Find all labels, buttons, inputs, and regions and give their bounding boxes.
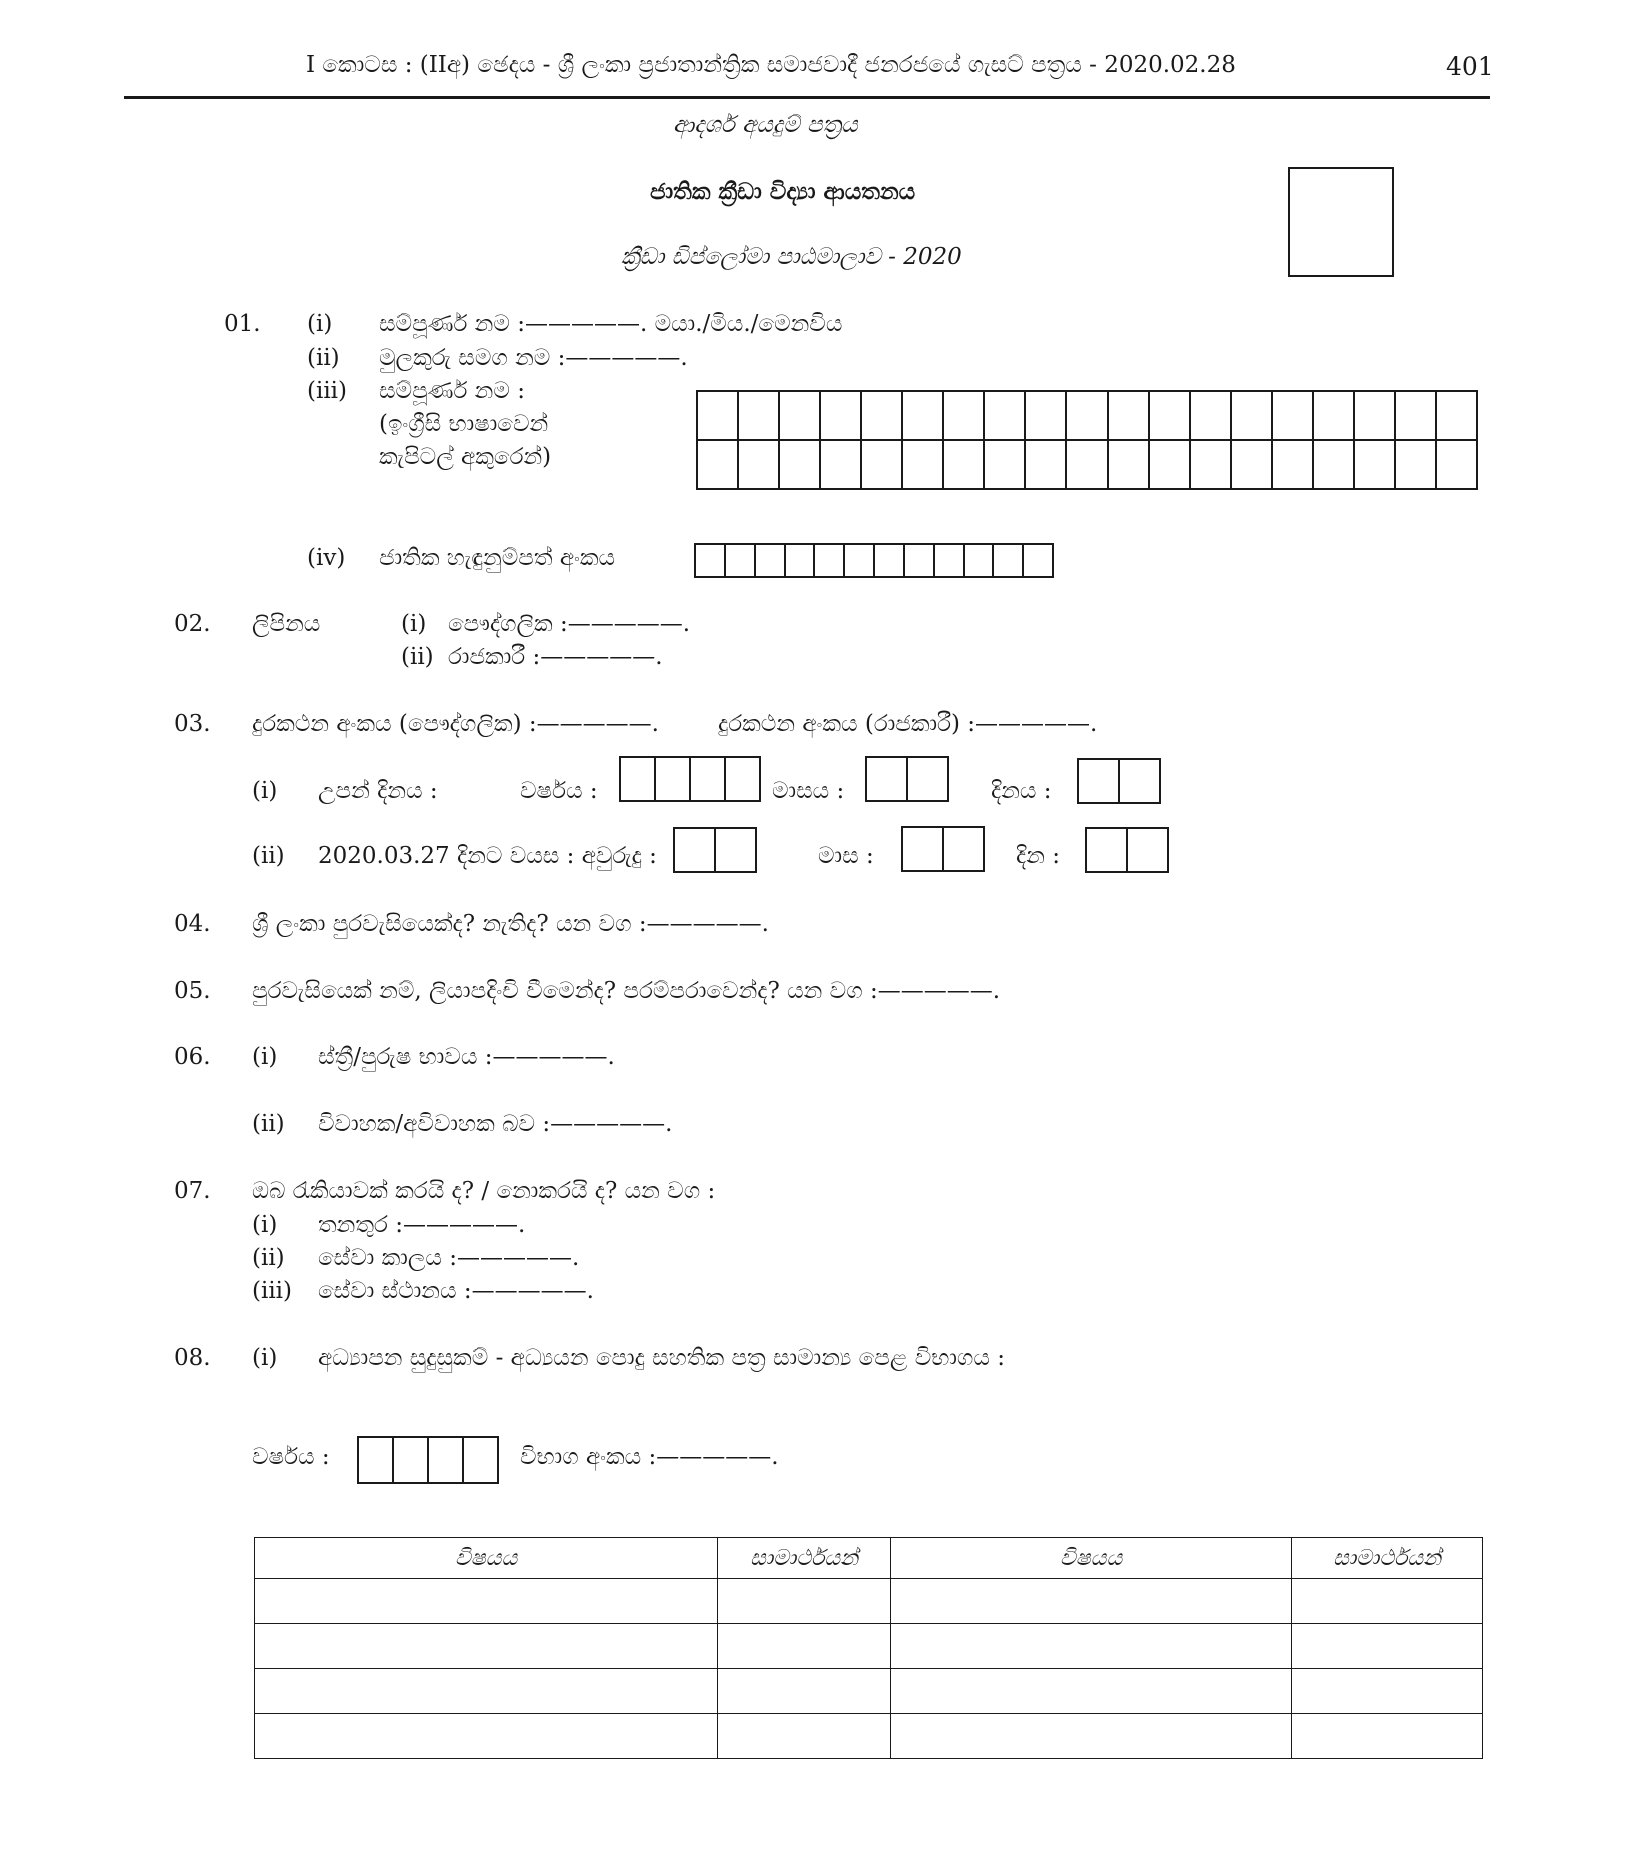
english-name-boxes[interactable]	[696, 390, 1478, 490]
personal-address-field[interactable]: පෞද්ගලික :—————.	[448, 611, 691, 637]
exam-year-label: වර්ෂය :	[252, 1444, 330, 1470]
citizenship-type-field[interactable]: පුරවැසියෙක් නම්, ලියාපදිංචි වීමෙන්ද? පරම්පරාවෙන්ද? යන වග :—————.	[252, 978, 1001, 1004]
age-months-label: මාස :	[818, 843, 874, 869]
employment-question: ඔබ රැකියාවක් කරයි ද? / නොකරයි ද? යන වග :	[252, 1178, 716, 1204]
table-cell[interactable]	[255, 1624, 718, 1669]
dob-month-boxes[interactable]	[865, 756, 949, 802]
exam-number-field[interactable]: විභාග අංකය :—————.	[520, 1444, 779, 1470]
marital-status-field[interactable]: විවාහක/අවිවාහක බව :—————.	[318, 1111, 673, 1137]
table-cell[interactable]	[718, 1714, 891, 1759]
subject-header: විෂයය	[255, 1538, 718, 1579]
q08-number: 08.	[174, 1345, 211, 1371]
address-label: ලිපිනය	[252, 611, 321, 637]
english-name-label-3: කැපිටල් අකුරෙන්)	[379, 444, 552, 470]
citizenship-field[interactable]: ශ්‍රී ලංකා පුරවැසියෙක්ද? නැතිද? යන වග :—————.	[252, 911, 769, 937]
table-cell[interactable]	[718, 1669, 891, 1714]
age-years-boxes[interactable]	[673, 827, 757, 873]
institution-name: ජාතික ක්‍රීඩා විද්‍යා ආයතනය	[650, 178, 916, 205]
q01-number: 01.	[224, 311, 261, 337]
age-label: 2020.03.27 දිනට වයස : අවුරුදු :	[318, 843, 657, 869]
table-cell[interactable]	[891, 1669, 1292, 1714]
page-number: 401	[1446, 52, 1494, 81]
table-cell[interactable]	[255, 1714, 718, 1759]
english-name-label-2: (ඉංග්‍රීසි භාෂාවෙන්	[379, 411, 549, 437]
office-address-field[interactable]: රාජකාරී :—————.	[448, 644, 663, 670]
dob-day-label: දිනය :	[991, 778, 1052, 804]
nic-boxes[interactable]	[694, 543, 1054, 578]
dob-month-label: මාසය :	[772, 778, 845, 804]
table-cell[interactable]	[1292, 1669, 1483, 1714]
dob-year-label: වර්ෂය :	[520, 778, 598, 804]
table-cell[interactable]	[718, 1624, 891, 1669]
dob-year-boxes[interactable]	[619, 756, 761, 802]
q07-i-number: (i)	[252, 1212, 278, 1238]
gender-field[interactable]: ස්ත්‍රී/පුරුෂ භාවය :—————.	[318, 1044, 615, 1070]
q07-number: 07.	[174, 1178, 211, 1204]
q01-iii-number: (iii)	[307, 378, 348, 404]
q01-i-number: (i)	[307, 311, 333, 337]
office-phone-field[interactable]: දුරකථන අංකය (රාජකාරී) :—————.	[718, 711, 1098, 737]
table-cell[interactable]	[891, 1624, 1292, 1669]
full-name-field[interactable]: සම්පූර්ණ නම :—————. මයා./මිය./මෙනවිය	[379, 311, 843, 337]
q06-number: 06.	[174, 1044, 211, 1070]
form-heading: ආදර්ශ අයදුම් පත්‍රය	[673, 112, 858, 138]
table-cell[interactable]	[1292, 1579, 1483, 1624]
dob-day-boxes[interactable]	[1077, 758, 1161, 804]
q06-i-number: (i)	[252, 1044, 278, 1070]
q02-ii-number: (ii)	[401, 644, 434, 670]
header-rule	[124, 96, 1490, 99]
table-cell[interactable]	[1292, 1624, 1483, 1669]
q03-number: 03.	[174, 711, 211, 737]
q01-ii-number: (ii)	[307, 345, 340, 371]
service-place-field[interactable]: සේවා ස්ථානය :—————.	[318, 1278, 594, 1304]
age-days-boxes[interactable]	[1085, 827, 1169, 873]
table-cell[interactable]	[891, 1579, 1292, 1624]
subject-header-2: විෂයය	[891, 1538, 1292, 1579]
table-header-row	[255, 1538, 1483, 1579]
dob-label: උපන් දිනය :	[318, 778, 438, 804]
nic-label: ජාතික හැඳුනුම්පත් අංකය	[379, 545, 616, 571]
course-name: ක්‍රීඩා ඩිප්ලෝමා පාඨමාලාව - 2020	[621, 244, 962, 270]
gazette-header-title: I කොටස : (IIඅ) ඡෙදය - ශ්‍රී ලංකා ප්‍රජාතාන්ත්‍රික සමාජවාදී ජනරජයේ ගැසට් පත්‍රය - 2020.02.28	[306, 52, 1236, 78]
table-cell[interactable]	[891, 1714, 1292, 1759]
photo-box	[1288, 167, 1394, 277]
q06-ii-number: (ii)	[252, 1111, 285, 1137]
table-cell[interactable]	[255, 1669, 718, 1714]
age-days-label: දින :	[1016, 843, 1060, 869]
q03-i-number: (i)	[252, 778, 278, 804]
q02-number: 02.	[174, 611, 211, 637]
personal-phone-field[interactable]: දුරකථන අංකය (පෞද්ගලික) :—————.	[252, 711, 659, 737]
table-cell[interactable]	[1292, 1714, 1483, 1759]
passes-header-2: සාමාර්ථයන්	[1292, 1538, 1483, 1579]
table-row	[255, 1579, 1483, 1624]
q03-ii-number: (ii)	[252, 843, 285, 869]
q08-i-number: (i)	[252, 1345, 278, 1371]
service-period-field[interactable]: සේවා කාලය :—————.	[318, 1245, 580, 1271]
q02-i-number: (i)	[401, 611, 427, 637]
q07-ii-number: (ii)	[252, 1245, 285, 1271]
passes-header: සාමාර්ථයන්	[718, 1538, 891, 1579]
ol-qualifications-label: අධ්‍යාපන සුදුසුකම් - අධ්‍යයන පොදු සහතික පත්‍ර සාමාන්‍ය පෙළ විභාගය :	[318, 1345, 1005, 1371]
age-months-boxes[interactable]	[901, 826, 985, 872]
q05-number: 05.	[174, 978, 211, 1004]
q07-iii-number: (iii)	[252, 1278, 293, 1304]
table-row	[255, 1669, 1483, 1714]
exam-year-boxes[interactable]	[357, 1436, 499, 1484]
table-cell[interactable]	[255, 1579, 718, 1624]
english-name-label: සම්පූර්ණ නම :	[379, 378, 525, 404]
table-row	[255, 1714, 1483, 1759]
table-cell[interactable]	[718, 1579, 891, 1624]
table-row	[255, 1624, 1483, 1669]
q01-iv-number: (iv)	[307, 545, 346, 571]
q04-number: 04.	[174, 911, 211, 937]
subjects-table	[254, 1537, 1483, 1759]
designation-field[interactable]: තනතුර :—————.	[318, 1212, 526, 1238]
name-with-initials-field[interactable]: මුලකුරු සමග නම :—————.	[379, 345, 688, 371]
